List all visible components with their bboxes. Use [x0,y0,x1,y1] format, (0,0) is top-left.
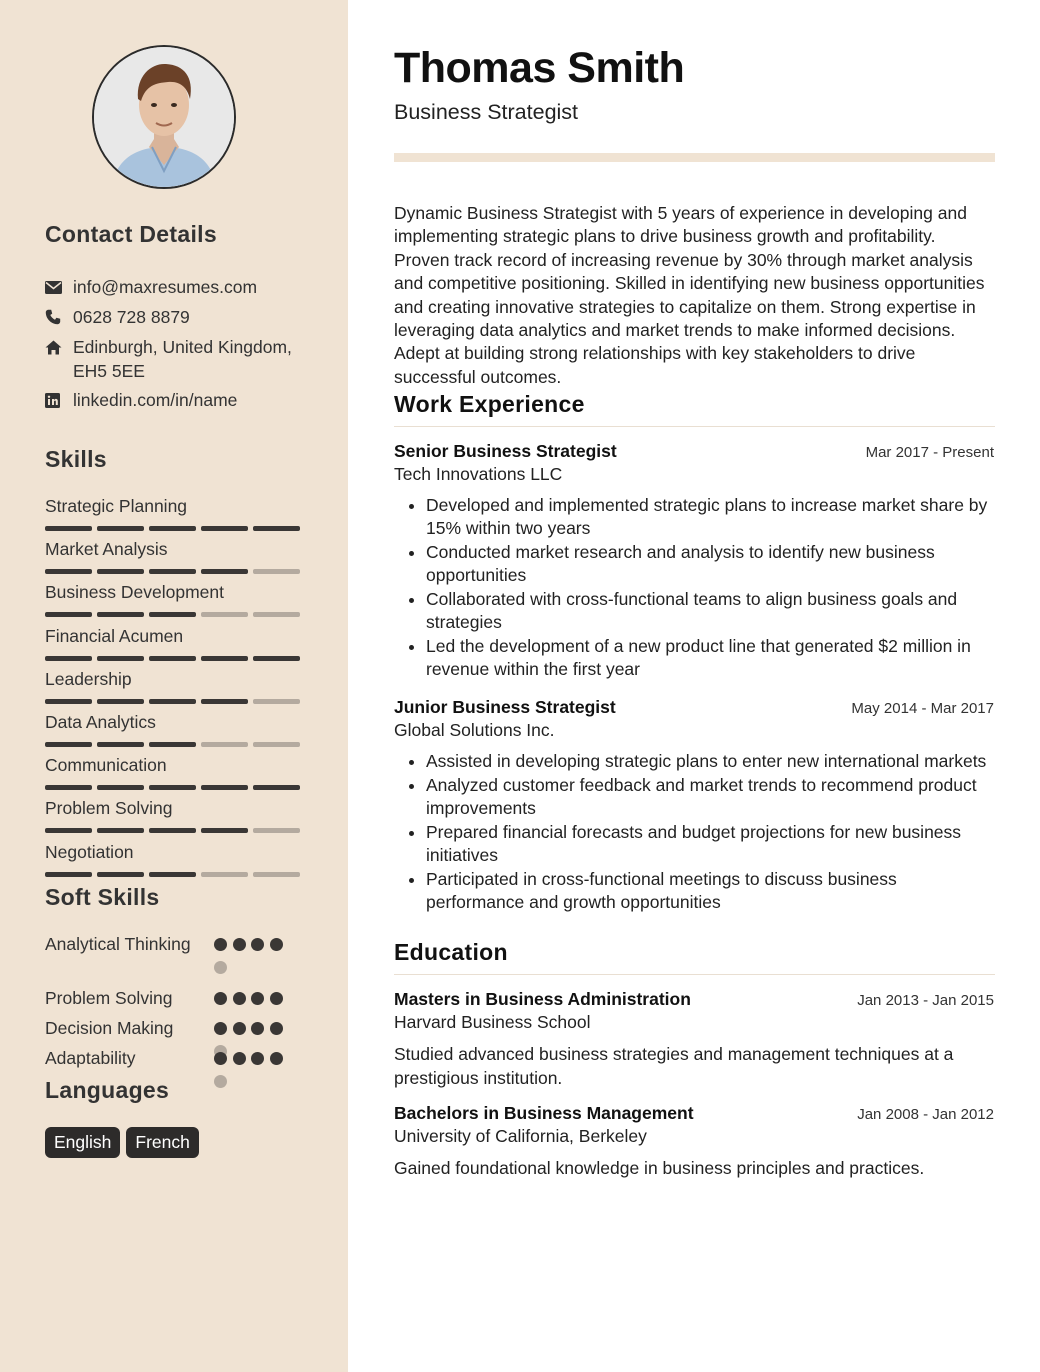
skill-item [45,754,303,790]
skill-item [45,797,303,833]
skill-level-bar [45,872,303,877]
job-date: May 2014 - Mar 2017 [851,700,994,717]
skill-level-bar [45,699,303,704]
linkedin-icon [45,388,73,412]
education-date: Jan 2013 - Jan 2015 [857,992,994,1009]
languages-heading: Languages [45,1077,170,1103]
skill-level-segment [97,612,144,617]
soft-skill-item [45,1047,305,1070]
soft-skill-item [45,1017,305,1040]
language-badge: French [126,1127,198,1158]
education-degree: Bachelors in Business Management [394,1103,694,1123]
rating-dot [233,1022,246,1035]
skill-item [45,581,303,617]
skill-level-segment [149,526,196,531]
profile-summary: Dynamic Business Strategist with 5 years of experience in developing and implementing strategic plans to drive business growth and profitability. Proven track record of increasing revenue by 30% through market analysis and competitive positioning. Skilled in identifying new business opportunities and creating innovative strategies to capitalize on them. Strong expertise in leveraging data analytics and market trends to make informed decisions. Adept at building strong relationships with key stakeholders to drive successful outcomes. [394,203,985,387]
education-school: University of California, Berkeley [394,1126,647,1146]
soft-skill-item [45,933,305,956]
job-company: Global Solutions Inc. [394,720,555,740]
skill-level-segment [149,828,196,833]
header-divider [394,153,995,162]
skill-level-segment [97,699,144,704]
soft-skill-name: Analytical Thinking [45,934,191,954]
soft-skill-name: Adaptability [45,1048,136,1068]
education-entry [394,989,994,1090]
rating-dot [251,1022,264,1035]
job-entry [394,441,994,682]
job-role: Senior Business Strategist [394,441,617,461]
skill-level-segment [149,785,196,790]
skill-level-segment [253,612,300,617]
skill-level-segment [45,872,92,877]
home-icon [45,335,73,359]
education-school: Harvard Business School [394,1012,591,1032]
skill-item [45,538,303,574]
skill-level-segment [97,828,144,833]
education-degree: Masters in Business Administration [394,989,691,1009]
contact-address-text: Edinburgh, United Kingdom, EH5 5EE [73,337,292,381]
skill-level-segment [45,569,92,574]
skill-level-segment [149,656,196,661]
education-description: Studied advanced business strategies and management techniques at a prestigious institution. [394,1044,954,1088]
contact-address [45,335,315,383]
rating-dot [270,992,283,1005]
job-date: Mar 2017 - Present [865,444,994,461]
education-date: Jan 2008 - Jan 2012 [857,1106,994,1123]
skill-item [45,668,303,704]
rating-dot [270,1052,283,1065]
job-bullet: • Analyzed customer feedback and market trends to recommend product improvements [426,774,994,821]
job-company: Tech Innovations LLC [394,464,563,484]
job-bullet: • Participated in cross-functional meetings to discuss business performance and growth opportunities [426,868,994,915]
skill-level-segment [45,828,92,833]
skill-level-bar [45,612,303,617]
skill-name: Problem Solving [45,798,173,819]
skill-level-segment [253,526,300,531]
soft-skill-rating [213,1017,303,1040]
soft-skill-item [45,987,305,1010]
job-entry [394,697,994,915]
skill-level-segment [201,785,248,790]
skill-level-segment [97,785,144,790]
contact-linkedin-text: linkedin.com/in/name [73,390,238,410]
job-bullet: • Conducted market research and analysis to identify new business opportunities [426,541,994,588]
rating-dot [251,1052,264,1065]
soft-skill-rating [213,1047,303,1070]
skill-level-bar [45,742,303,747]
rating-dot [233,938,246,951]
skill-level-segment [253,742,300,747]
skill-level-segment [149,569,196,574]
languages-list [45,1127,199,1158]
rating-dot [214,961,227,974]
skill-level-segment [97,526,144,531]
sidebar [0,0,348,1372]
job-bullet: • Prepared financial forecasts and budget projections for new business initiatives [426,821,994,868]
skill-level-segment [253,785,300,790]
contact-phone-text: 0628 728 8879 [73,307,190,327]
work-heading: Work Experience [394,391,995,427]
skill-level-bar [45,526,303,531]
skill-name: Financial Acumen [45,625,184,646]
candidate-name: Thomas Smith [394,44,685,92]
rating-dot [233,1052,246,1065]
skill-level-segment [201,828,248,833]
skill-level-segment [149,742,196,747]
skill-level-segment [149,612,196,617]
rating-dot [251,992,264,1005]
skill-item [45,711,303,747]
skill-name: Leadership [45,668,132,689]
skill-level-segment [253,569,300,574]
skill-item [45,841,303,877]
rating-dot [214,1022,227,1035]
candidate-title: Business Strategist [394,100,579,124]
contact-linkedin[interactable] [45,388,315,412]
job-bullets [394,750,994,914]
skill-level-segment [201,569,248,574]
soft-skill-name: Decision Making [45,1018,174,1038]
skill-level-segment [201,872,248,877]
education-heading: Education [394,939,995,975]
skill-level-bar [45,656,303,661]
skill-level-segment [201,699,248,704]
skill-level-segment [45,612,92,617]
contact-email-text: info@maxresumes.com [73,277,258,297]
skill-level-segment [253,828,300,833]
soft-skills-heading: Soft Skills [45,884,160,910]
skill-level-segment [45,785,92,790]
rating-dot [214,938,227,951]
skill-level-segment [201,612,248,617]
skill-name: Communication [45,755,167,776]
skill-level-segment [97,742,144,747]
skill-level-segment [149,699,196,704]
skill-level-segment [45,742,92,747]
soft-skill-rating [213,987,303,1010]
skill-level-segment [45,656,92,661]
skill-level-segment [97,569,144,574]
skill-level-segment [201,656,248,661]
envelope-icon [45,275,73,299]
skill-level-bar [45,828,303,833]
skill-item [45,625,303,661]
skill-level-bar [45,785,303,790]
skill-level-segment [97,872,144,877]
skill-level-bar [45,569,303,574]
contact-heading: Contact Details [45,221,217,247]
rating-dot [214,992,227,1005]
rating-dot [214,1075,227,1088]
skill-name: Data Analytics [45,712,156,732]
skill-level-segment [45,526,92,531]
soft-skill-rating [213,933,303,956]
skill-level-segment [201,742,248,747]
skill-level-segment [97,656,144,661]
profile-photo [92,45,236,189]
skill-name: Negotiation [45,841,134,862]
job-bullet: • Developed and implemented strategic plans to increase market share by 15% within two years [426,494,994,541]
skill-level-segment [201,526,248,531]
job-bullet: • Collaborated with cross-functional teams to align business goals and strategies [426,588,994,635]
education-description: Gained foundational knowledge in business principles and practices. [394,1158,925,1178]
contact-phone[interactable] [45,305,315,329]
skill-level-segment [149,872,196,877]
job-role: Junior Business Strategist [394,697,616,717]
education-entry [394,1103,994,1180]
language-badge: English [45,1127,120,1158]
phone-icon [45,305,73,329]
skill-name: Market Analysis [45,539,168,560]
rating-dot [270,1022,283,1035]
job-bullet: • Assisted in developing strategic plans to enter new international markets [426,750,994,773]
rating-dot [270,938,283,951]
skill-name: Business Development [45,582,224,603]
skill-level-segment [45,699,92,704]
rating-dot [214,1052,227,1065]
rating-dot [233,992,246,1005]
job-bullets [394,494,994,682]
skill-item [45,495,303,531]
rating-dot [251,938,264,951]
skill-name: Strategic Planning [45,496,188,516]
skills-heading: Skills [45,446,107,472]
soft-skill-name: Problem Solving [45,988,173,1008]
job-bullet: • Led the development of a new product line that generated $2 million in revenue within the first year [426,635,994,682]
skill-level-segment [253,656,300,661]
skill-level-segment [253,872,300,877]
contact-email[interactable] [45,275,315,299]
skill-level-segment [253,699,300,704]
